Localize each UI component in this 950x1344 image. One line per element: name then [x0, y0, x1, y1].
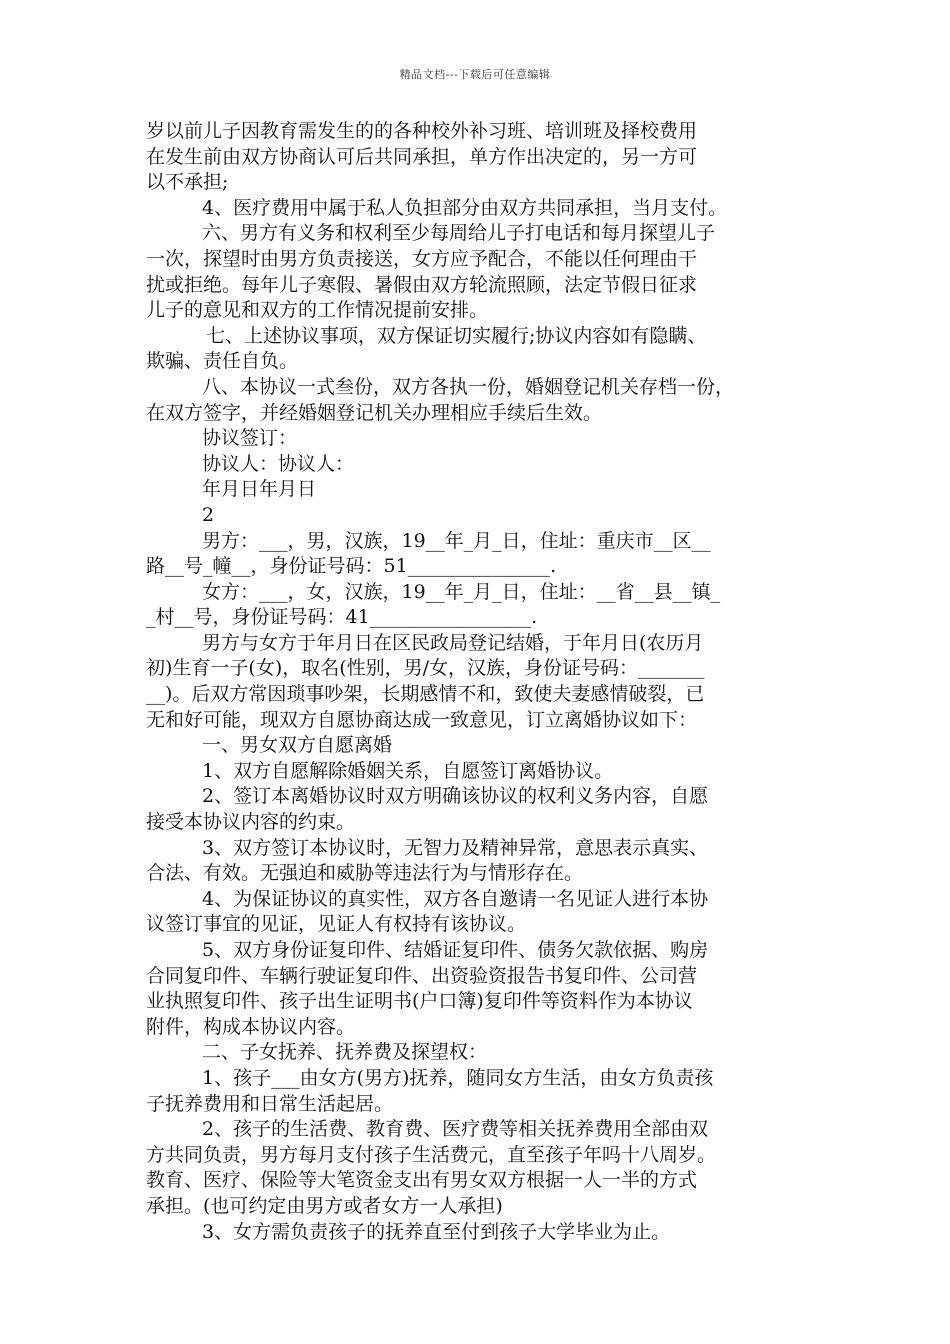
text-line: 男方：___，男，汉族，19__年_月_日，住址：重庆市__区__	[202, 529, 711, 552]
text-line: 二、子女抚养、抚养费及探望权：	[202, 1041, 488, 1064]
document-body	[146, 119, 810, 1245]
text-line: 2、签订本离婚协议时双方明确该协议的权利义务内容，自愿	[202, 785, 709, 808]
text-line: 合同复印件、车辆行驶证复印件、出资验资报告书复印件、公司营	[146, 964, 698, 987]
text-line: 附件，构成本协议内容。	[146, 1015, 356, 1038]
text-line: 4、医疗费用中属于私人负担部分由双方共同承担，当月支付。	[202, 196, 728, 219]
text-line: 六、男方有义务和权利至少每周给儿子打电话和每月探望儿子	[202, 222, 716, 245]
text-line: 2、孩子的生活费、教育费、医疗费等相关抚养费用全部由双	[202, 1118, 709, 1141]
text-line: 年月日年月日	[202, 478, 317, 501]
text-line: 一、男女双方自愿离婚	[202, 734, 393, 757]
text-line: 八、本协议一式叁份，双方各执一份，婚姻登记机关存档一份，	[202, 375, 735, 398]
text-line: 七、上述协议事项，双方保证切实履行;协议内容如有隐瞒、	[206, 324, 707, 347]
text-line: 接受本协议内容的约束。	[146, 811, 356, 834]
text-line: 路__号_幢__，身份证号码：51_______________.	[146, 555, 557, 578]
text-line: 在双方签字，并经婚姻登记机关办理相应手续后生效。	[146, 401, 603, 424]
text-line: 女方：___，女，汉族，19__年_月_日，住址：__省__县__镇_	[202, 580, 721, 603]
text-line: 议签订事宜的见证，见证人有权持有该协议。	[146, 913, 527, 936]
text-line: 2	[202, 503, 215, 526]
text-line: 1、孩子___由女方(男方)抚养，随同女方生活，由女方负责孩	[202, 1066, 714, 1089]
text-line: 业执照复印件、孩子出生证明书(户口簿)复印件等资料作为本协议	[146, 990, 693, 1013]
text-line: 3、女方需负责孩子的抚养直至付到孩子大学毕业为止。	[202, 1220, 671, 1243]
text-line: 承担。(也可约定由男方或者女方一人承担)	[146, 1194, 503, 1217]
text-line: 合法、有效。无强迫和威胁等违法行为与情形存在。	[146, 862, 584, 885]
text-line: 男方与女方于年月日在区民政局登记结婚，于年月日(农历月	[202, 631, 704, 654]
text-line: __)。后双方常因琐事吵架，长期感情不和，致使夫妻感情破裂，已	[146, 683, 705, 706]
text-line: 儿子的意见和双方的工作情况提前安排。	[146, 299, 489, 322]
text-line: 无和好可能，现双方自愿协商达成一致意见，订立离婚协议如下：	[146, 708, 698, 731]
text-line: 岁以前儿子因教育需发生的的各种校外补习班、培训班及择校费用	[146, 120, 698, 142]
page-header: 精品文档---下载后可任意编辑	[399, 68, 551, 81]
text-line: 3、双方签订本协议时，无智力及精神异常，意思表示真实、	[202, 836, 709, 859]
text-line: 教育、医疗、保险等大笔资金支出有男女双方根据一人一半的方式	[146, 1169, 698, 1192]
text-line: 在发生前由双方协商认可后共同承担，单方作出决定的，另一方可	[146, 145, 698, 168]
text-line: 协议人：协议人：	[202, 452, 355, 475]
text-line: 一次，探望时由男方负责接送，女方应予配合，不能以任何理由干	[146, 247, 698, 270]
text-line: 方共同负责，男方每月支付孩子生活费元，直至孩子年吗十八周岁。	[146, 1143, 717, 1166]
text-line: 扰或拒绝。每年儿子寒假、暑假由双方轮流照顾，法定节假日征求	[146, 273, 698, 296]
text-line: 以不承担;	[146, 171, 229, 194]
text-line: 协议签订：	[202, 427, 298, 450]
text-line: 4、为保证协议的真实性，双方各自邀请一名见证人进行本协	[202, 887, 709, 910]
text-line: _村__号，身份证号码：41_________________.	[146, 606, 538, 629]
text-line: 子抚养费用和日常生活起居。	[146, 1092, 394, 1115]
text-line: 1、双方自愿解除婚姻关系，自愿签订离婚协议。	[202, 759, 614, 782]
text-line: 初)生育一子(女)，取名(性别，男/女，汉族，身份证号码：_______	[146, 657, 705, 680]
text-line: 5、双方身份证复印件、结婚证复印件、债务欠款依据、购房	[202, 939, 709, 961]
text-line: 欺骗、责任自负。	[146, 350, 299, 373]
